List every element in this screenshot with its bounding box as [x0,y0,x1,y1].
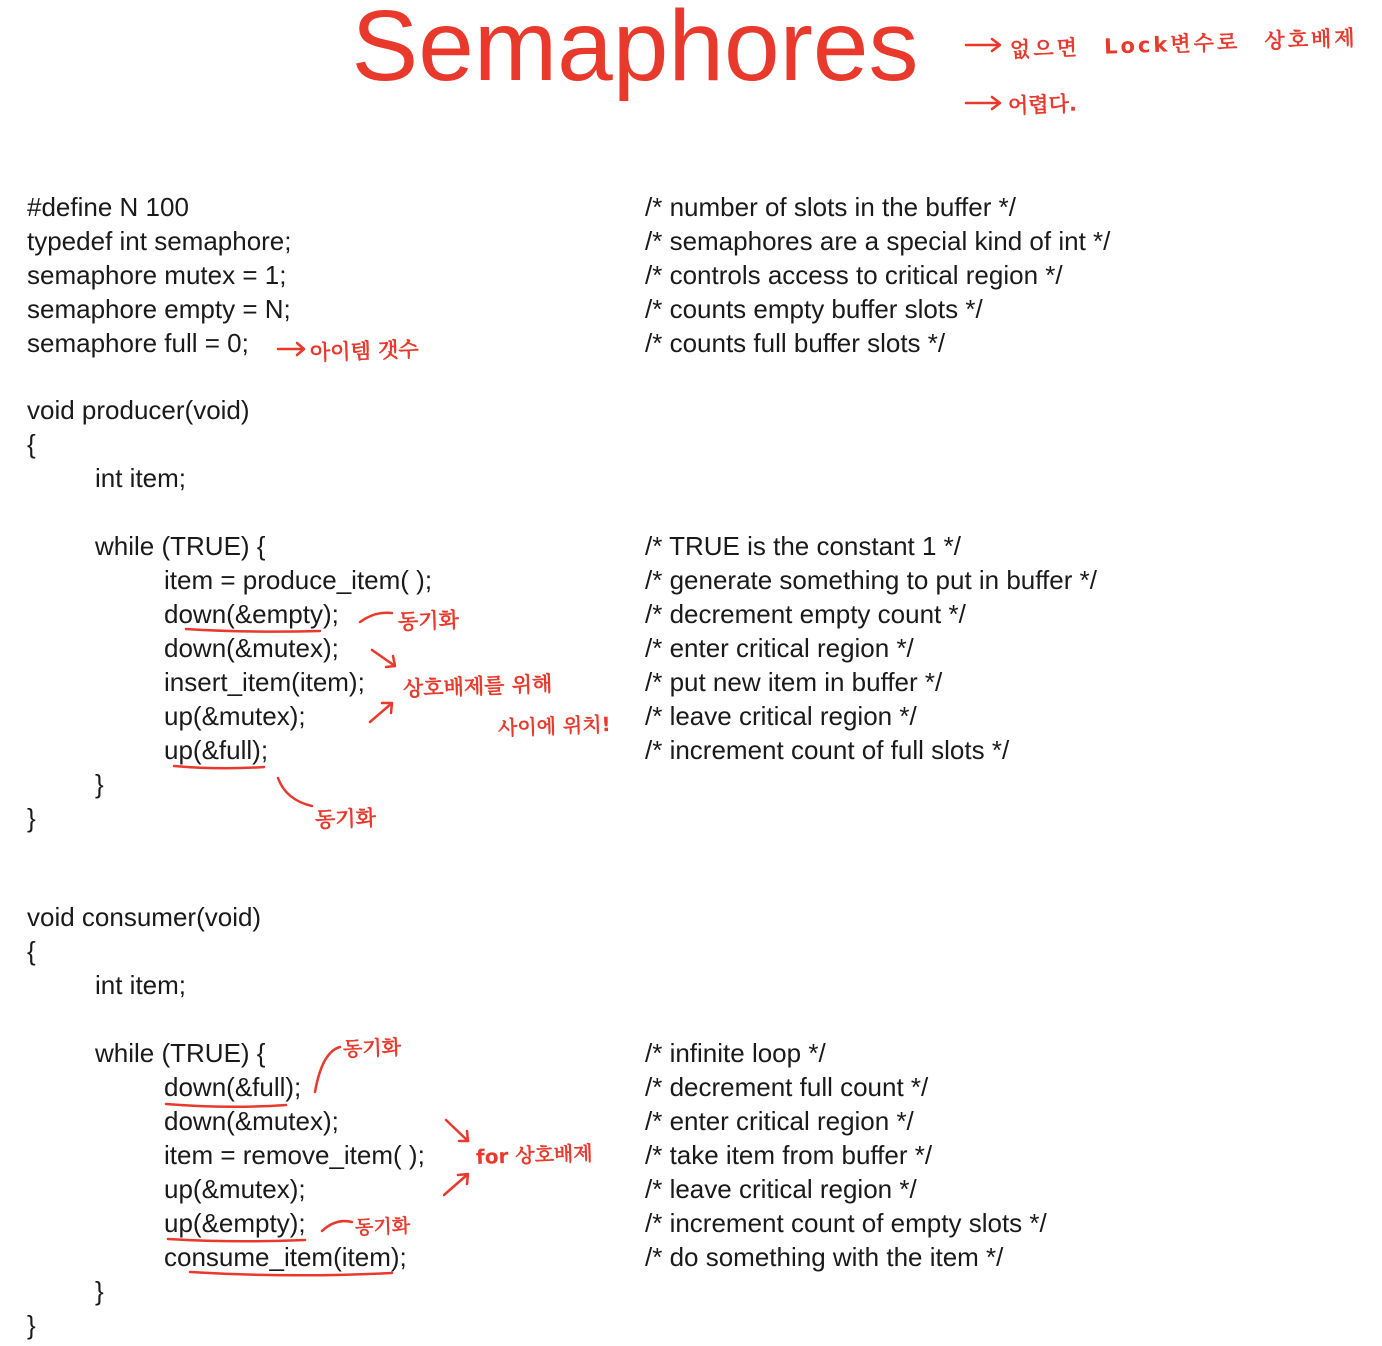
code-insert-item: insert_item(item); [164,667,365,697]
comment-down-full: /* decrement full count */ [645,1072,929,1102]
arrow-up-mutex-producer [370,703,392,722]
comment-down-mutex-producer: /* enter critical region */ [645,633,914,663]
arrow-down-mutex-consumer [446,1120,468,1141]
comment-remove-item: /* take item from buffer */ [645,1140,933,1170]
comment-mutex-decl: /* controls access to critical region */ [645,260,1063,290]
arrow-sync-up-empty [322,1221,352,1231]
comment-up-empty: /* increment count of empty slots */ [645,1208,1047,1238]
code-remove-item: item = remove_item( ); [164,1140,425,1170]
arrow-up-mutex-consumer [444,1174,468,1195]
code-producer-while-close: } [95,769,104,799]
arrow-sync-down-empty [360,613,392,622]
annotation-title-note-2: 어렵다. [1007,91,1078,118]
code-consume-item: consume_item(item); [164,1242,407,1272]
hook-sync-up-full [278,778,312,806]
code-down-mutex-consumer: down(&mutex); [164,1106,339,1136]
code-consumer-close-brace: } [27,1310,36,1340]
annotation-sync-down-empty: 동기화 [397,607,460,634]
comment-produce-item: /* generate something to put in buffer */ [645,565,1097,595]
comment-down-mutex-consumer: /* enter critical region */ [645,1106,914,1136]
comment-consume-item: /* do something with the item */ [645,1242,1004,1272]
annotation-sync-up-empty: 동기화 [354,1215,411,1239]
code-up-full: up(&full); [164,735,269,765]
code-down-full: down(&full); [164,1072,302,1102]
annotation-mutex-note-1: 상호배제를 위해 [402,671,553,701]
annotation-title-note-1: 없으면 Lock변수로 상호배제 [1009,25,1358,62]
annotation-sync-down-full: 동기화 [342,1034,402,1061]
code-empty-decl: semaphore empty = N; [27,294,291,324]
code-consumer-signature: void consumer(void) [27,902,262,932]
code-down-mutex-producer: down(&mutex); [164,633,339,663]
code-full-decl: semaphore full = 0; [27,328,249,358]
code-typedef: typedef int semaphore; [27,226,292,256]
arrow-down-mutex-producer [372,650,395,667]
annotation-mutex-note-2: 사이에 위치! [497,712,612,740]
code-define-n: #define N 100 [27,192,189,222]
code-producer-signature: void producer(void) [27,395,250,425]
code-down-empty: down(&empty); [164,599,339,629]
comment-insert-item: /* put new item in buffer */ [645,667,943,697]
arrow-sync-down-full [315,1047,340,1092]
annotation-full-note: 아이템 갯수 [309,337,420,365]
code-consumer-while: while (TRUE) { [95,1038,266,1068]
comment-producer-while: /* TRUE is the constant 1 */ [645,531,961,561]
comment-up-mutex-producer: /* leave critical region */ [645,701,917,731]
code-mutex-decl: semaphore mutex = 1; [27,260,287,290]
annotation-mutex-consumer-note: for 상호배제 [475,1140,593,1169]
page-title: Semaphores [351,0,919,102]
code-producer-open-brace: { [27,429,36,459]
annotation-sync-up-full: 동기화 [314,805,377,832]
comment-typedef: /* semaphores are a special kind of int */ [645,226,1111,256]
comment-up-mutex-consumer: /* leave critical region */ [645,1174,917,1204]
comment-consumer-while: /* infinite loop */ [645,1038,826,1068]
code-produce-item: item = produce_item( ); [164,565,433,595]
comment-down-empty: /* decrement empty count */ [645,599,966,629]
arrow-full-note [278,343,304,355]
code-consumer-open-brace: { [27,936,36,966]
comment-define-n: /* number of slots in the buffer */ [645,192,1016,222]
code-up-empty: up(&empty); [164,1208,306,1238]
comment-full-decl: /* counts full buffer slots */ [645,328,946,358]
code-consumer-item-decl: int item; [95,970,187,1000]
code-up-mutex-consumer: up(&mutex); [164,1174,306,1204]
code-up-mutex-producer: up(&mutex); [164,701,306,731]
code-producer-close-brace: } [27,803,36,833]
code-producer-item-decl: int item; [95,463,187,493]
code-consumer-while-close: } [95,1276,104,1306]
code-producer-while: while (TRUE) { [95,531,266,561]
comment-empty-decl: /* counts empty buffer slots */ [645,294,983,324]
comment-up-full: /* increment count of full slots */ [645,735,1010,765]
